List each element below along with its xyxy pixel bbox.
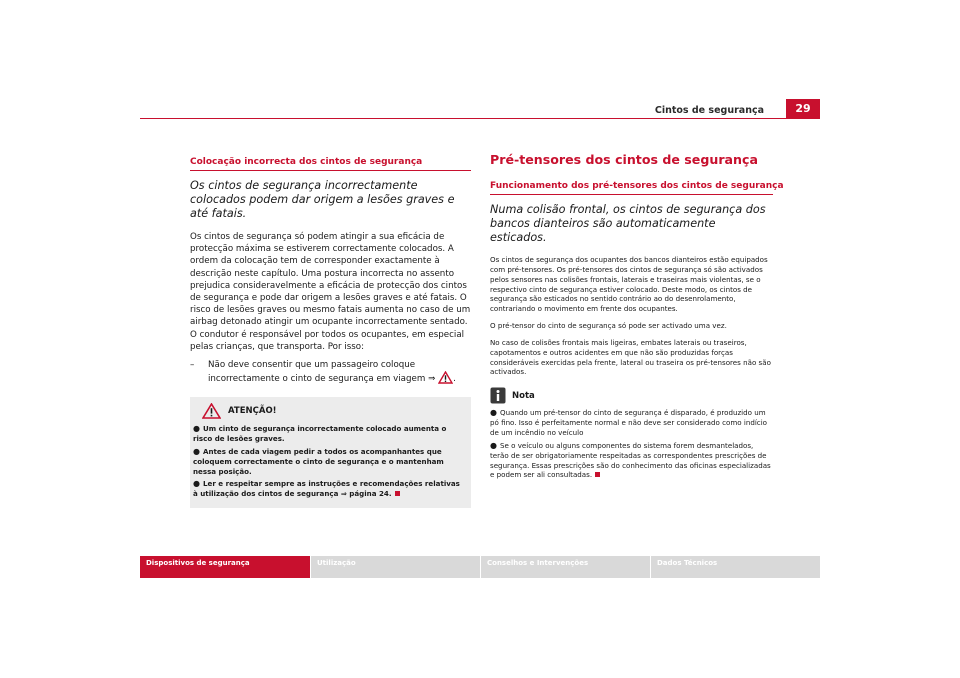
bullet-icon: ● [193,479,200,489]
footer-nav [140,556,820,578]
dash-item-text: Não deve consentir que um passageiro coloque incorrectamente o cinto de segurança em viagem [208,360,426,385]
warning-item-text: Um cinto de segurança incorrectamente colocado aumenta o risco de lesões graves. [193,424,447,444]
right-column [490,152,784,483]
note-title: Nota [512,390,535,401]
body-paragraph: O pré-tensor do cinto de segurança só pode ser activado uma vez. [490,321,727,331]
lead-text: Numa colisão frontal, os cintos de segurança dos bancos dianteiros são automaticamente esticados. [490,203,766,244]
section-end-marker [395,491,400,496]
bullet-icon: ● [490,440,497,450]
warning-item-text: Antes de cada viagem pedir a todos os acompanhantes que coloquem correctamente o cinto de segurança e o mantenham nessa posição. [193,447,444,476]
body-paragraph: Os cintos de segurança dos ocupantes dos bancos dianteiros estão equipados com pré-tensores. Os pré-tensores dos cintos de segurança só são activados pelos sensores nas colisões frontais, laterais e traseiras mais violentas, se o respectivo cinto de segurança estiver colocado. Deste modo, os cintos de segurança são esticados no sentido contrário ao do desenrolamento, contrariando o movimento em frente dos ocupantes. [490,255,768,314]
section-end-marker [595,472,600,477]
warning-title: ATENÇÃO! [228,406,277,417]
footer-tab-conselhos[interactable]: Conselhos e Intervenções [480,556,650,578]
footer-tab-utilizacao[interactable]: Utilização [310,556,480,578]
note-item-text: Se o veículo ou alguns componentes do sistema forem desmantelados, terão de ser obrigatoriamente respeitadas as correspondentes prescrições de segurança. Essas prescrições são do conhecimento das oficinas especializadas e podem ser ali consultadas. [490,440,771,480]
section-title-pretensioner-function: Funcionamento dos pré-tensores dos cintos de segurança [490,181,773,195]
bullet-icon: ● [490,408,497,418]
note-icon [490,387,506,404]
chapter-title-pretensioners: Pré-tensores dos cintos de segurança [490,152,758,167]
warning-item-text: Ler e respeitar sempre as instruções e recomendações relativas à utilização dos cintos de segurança [193,479,460,499]
lead-text: Os cintos de segurança incorrectamente colocados podem dar origem a lesões graves e até fatais. [190,179,455,220]
warning-triangle-icon [202,403,221,419]
warning-item [193,424,465,444]
warning-triangle-icon [438,371,453,384]
dash-list-item [190,359,471,385]
dash-item-text-wrap: Não deve consentir que um passageiro coloque incorrectamente o cinto de segurança em viagem ⇒ . [208,360,456,385]
body-paragraph: Os cintos de segurança só podem atingir a sua eficácia de protecção máxima se estiverem correctamente colocados. A ordem da colocação tem de corresponder exactamente à descrição neste capítulo. Uma postura incorrecta no assento prejudica consideravelmente a eficácia de protecção dos cintos de segurança e pode dar origem a lesões graves e até fatais. O risco de lesões graves ou mesmo fatais aumenta no caso de um airbag detonado atingir um ocupante incorrectamente sentado. O condutor é responsável por todos os ocupantes, em especial pelas crianças, que transporta. Por isso: [190,232,471,352]
bullet-icon: ● [193,447,200,457]
running-header-title: Cintos de segurança [654,105,764,116]
warning-title-row [202,403,465,419]
page-reference-link[interactable]: ⇒ página 24. [340,489,392,499]
footer-tab-dispositivos[interactable]: Dispositivos de segurança [140,556,310,578]
note-item [490,408,773,438]
warning-box [190,397,471,508]
note-title-row [490,387,773,404]
header-rule [140,118,820,119]
bullet-icon: ● [193,424,200,434]
page-number: 29 [786,99,820,119]
footer-tab-dados-tecnicos[interactable]: Dados Técnicos [650,556,820,578]
warning-item [193,447,465,476]
section-title-incorrect-placement: Colocação incorrecta dos cintos de segurança [190,157,471,171]
note-item [490,441,773,480]
reference-arrow: ⇒ [428,374,436,385]
dash-marker: – [190,360,195,371]
note-item-text: Quando um pré-tensor do cinto de segurança é disparado, é produzido um pó fino. Isso é perfeitamente normal e não deve ser considerado como indício de um incêndio no veículo [490,408,768,437]
warning-item [193,479,465,499]
left-column [190,157,471,508]
body-paragraph: No caso de colisões frontais mais ligeiras, embates laterais ou traseiros, capotamentos e outros acidentes em que não são produzidas forças consideráveis exercidas pela frente, lateral ou traseira os pré-tensores não são activados. [490,337,771,377]
